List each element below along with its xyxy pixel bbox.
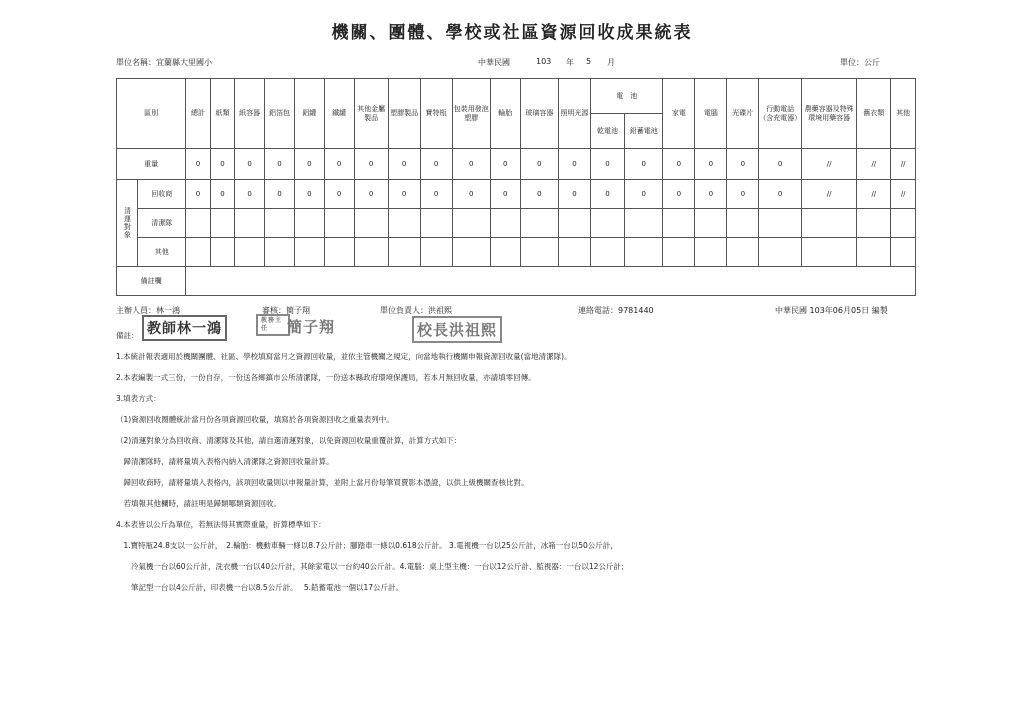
cell: 0 <box>452 180 490 209</box>
reviewer-title-stamp: 教務主任 <box>256 314 290 336</box>
note-line: 歸回收商時，請將量填入表格內，該項回收量則以申報量計算，並附上當月份每筆買賣影本憑證，以供上級機關查核比對。 <box>116 478 529 487</box>
prepared-date: 中華民國 103年06月05日 編製 <box>775 306 888 315</box>
cell: // <box>891 180 916 209</box>
cell: 0 <box>210 180 235 209</box>
year-value: 103 <box>536 57 552 66</box>
cell: 0 <box>663 180 695 209</box>
teacher-stamp: 教師林一鴻 <box>142 315 227 341</box>
month-label: 月 <box>607 58 615 67</box>
col-header: 照明光源 <box>559 79 591 149</box>
col-header: 其他 <box>891 79 916 149</box>
note-line: 3.填表方式： <box>116 394 161 403</box>
cell: 0 <box>591 180 625 209</box>
note-line: 冷氣機一台以60公斤計，洗衣機一台以40公斤計，其餘家電以一台約40公斤計。4.電腦：桌上型主機：一台以12公斤計、監視器：一台以12公斤計； <box>116 562 629 571</box>
col-header: 總計 <box>186 79 211 149</box>
reviewer: 審核：簡子翔 <box>262 306 310 315</box>
col-header: 農藥容器及特殊環境用藥容器 <box>801 79 856 149</box>
cell: 0 <box>186 180 211 209</box>
cell: 0 <box>695 180 727 209</box>
col-header: 電腦 <box>695 79 727 149</box>
cell: 0 <box>388 149 420 180</box>
cell: 0 <box>663 149 695 180</box>
head-stamp: 校長洪祖熙 <box>412 316 502 343</box>
cell: 0 <box>210 149 235 180</box>
unit-name: 單位名稱：宜蘭縣大里國小 <box>116 58 212 67</box>
col-header: 其他金屬製品 <box>354 79 388 149</box>
cell: 0 <box>727 180 759 209</box>
cell: 0 <box>559 149 591 180</box>
cell: 0 <box>235 149 265 180</box>
roc-label: 中華民國 <box>478 58 510 67</box>
note-line: （1)資源回收圈體統計當月份各項資源回收量，填寫於各項資源回收之重量表列中。 <box>116 415 394 424</box>
table-row <box>117 149 916 180</box>
side-group-label: 清運對象 <box>117 180 138 267</box>
cell: 0 <box>294 180 324 209</box>
cell: 0 <box>324 149 354 180</box>
cell: 0 <box>294 149 324 180</box>
col-header: 舊衣類 <box>857 79 891 149</box>
month-value: 5 <box>586 57 592 66</box>
note-line: 2.本表編製一式三份，一份自存，一份送各鄉鎮市公所清潔隊，一份送本縣政府環境保護局，若本月無回收量，亦請填零回傳。 <box>116 373 536 382</box>
col-header: 紙類 <box>210 79 235 149</box>
row-label: 備註欄 <box>117 267 186 296</box>
unit-head: 單位負責人：洪祖熙 <box>380 306 452 315</box>
unit-label: 單位：公斤 <box>840 58 880 67</box>
cell: 0 <box>490 149 520 180</box>
cell: 0 <box>727 149 759 180</box>
cell: // <box>857 149 891 180</box>
cell: 0 <box>695 149 727 180</box>
col-header: 家電 <box>663 79 695 149</box>
cell: 0 <box>452 149 490 180</box>
col-header: 鐵罐 <box>324 79 354 149</box>
col-header: 鋁罐 <box>294 79 324 149</box>
note-line: 歸清潔隊時，請將量填入表格內納入清潔隊之資源回收量計算。 <box>116 457 334 466</box>
cell: 0 <box>520 180 558 209</box>
cell: // <box>891 149 916 180</box>
note-heading: 備註： <box>116 331 139 340</box>
cell: // <box>801 180 856 209</box>
cell: 0 <box>354 180 388 209</box>
cell: 0 <box>625 180 663 209</box>
cell: 0 <box>420 149 452 180</box>
note-line: 筆記型一台以4公斤計，印表機一台以8.5公斤計。 5.鉛蓄電池一個以17公斤計。 <box>116 583 404 592</box>
col-header: 光碟片 <box>727 79 759 149</box>
reviewer-stamp: 簡子翔 <box>287 318 336 336</box>
table-row <box>117 267 916 296</box>
cell: 0 <box>265 180 295 209</box>
col-header: 玻璃容器 <box>520 79 558 149</box>
table-row <box>117 238 916 267</box>
col-header: 包裝用發泡塑膠 <box>452 79 490 149</box>
col-header: 塑膠製品 <box>388 79 420 149</box>
row-label: 重量 <box>117 149 186 180</box>
col-header: 鉛蓄電池 <box>625 114 663 149</box>
cell: 0 <box>559 180 591 209</box>
cell: 0 <box>625 149 663 180</box>
notes-section <box>116 325 916 598</box>
note-line: （2)清運對象分為回收商、清潔隊及其他，請自選清運對象，以免資源回收量重覆計算，計算方式如下： <box>116 436 462 445</box>
note-line: 4.本表皆以公斤為單位，若無法得其實際重量，折算標準如下： <box>116 520 326 529</box>
col-header: 寶特瓶 <box>420 79 452 149</box>
row-label: 其他 <box>138 238 186 267</box>
cell: 0 <box>759 180 802 209</box>
cell: // <box>857 180 891 209</box>
area-header: 區別 <box>117 79 186 149</box>
phone: 連絡電話：9781440 <box>578 306 654 315</box>
cell: 0 <box>420 180 452 209</box>
note-line: 1.寶特瓶24.8支以一公斤計， 2.輪胎：機動車輛一條以8.7公斤計；腳踏車一條以0.618公斤計。 3.電視機一台以25公斤計，冰箱一台以50公斤計， <box>116 541 618 550</box>
cell: 0 <box>591 149 625 180</box>
row-label: 回收商 <box>138 180 186 209</box>
table-row <box>117 209 916 238</box>
battery-group-header: 電 池 <box>591 79 663 114</box>
col-header: 鋁箔包 <box>265 79 295 149</box>
year-label: 年 <box>566 58 574 67</box>
cell: 0 <box>388 180 420 209</box>
note-line: 若填報其他欄時，請註明是歸類哪類資源回收。 <box>116 499 281 508</box>
note-line: 1.本統計報表適用於機關團體、社區、學校填寫當月之資源回收量，並依主管機關之規定，向當地執行機關申報資源回收量(當地清潔隊)。 <box>116 352 572 361</box>
preparer: 主辦人員：林一鴻 <box>116 306 180 315</box>
cell: 0 <box>324 180 354 209</box>
row-label: 清潔隊 <box>138 209 186 238</box>
cell: 0 <box>235 180 265 209</box>
cell: 0 <box>265 149 295 180</box>
cell: 0 <box>354 149 388 180</box>
col-header: 輪胎 <box>490 79 520 149</box>
recycling-table <box>116 78 916 296</box>
cell: 0 <box>759 149 802 180</box>
col-header: 紙容器 <box>235 79 265 149</box>
table-row <box>117 180 916 209</box>
cell: 0 <box>520 149 558 180</box>
col-header: 行動電話（含充電器） <box>759 79 802 149</box>
cell: // <box>801 149 856 180</box>
cell: 0 <box>186 149 211 180</box>
col-header: 乾電池 <box>591 114 625 149</box>
form-title: 機關、團體、學校或社區資源回收成果統表 <box>331 23 693 43</box>
cell: 0 <box>490 180 520 209</box>
